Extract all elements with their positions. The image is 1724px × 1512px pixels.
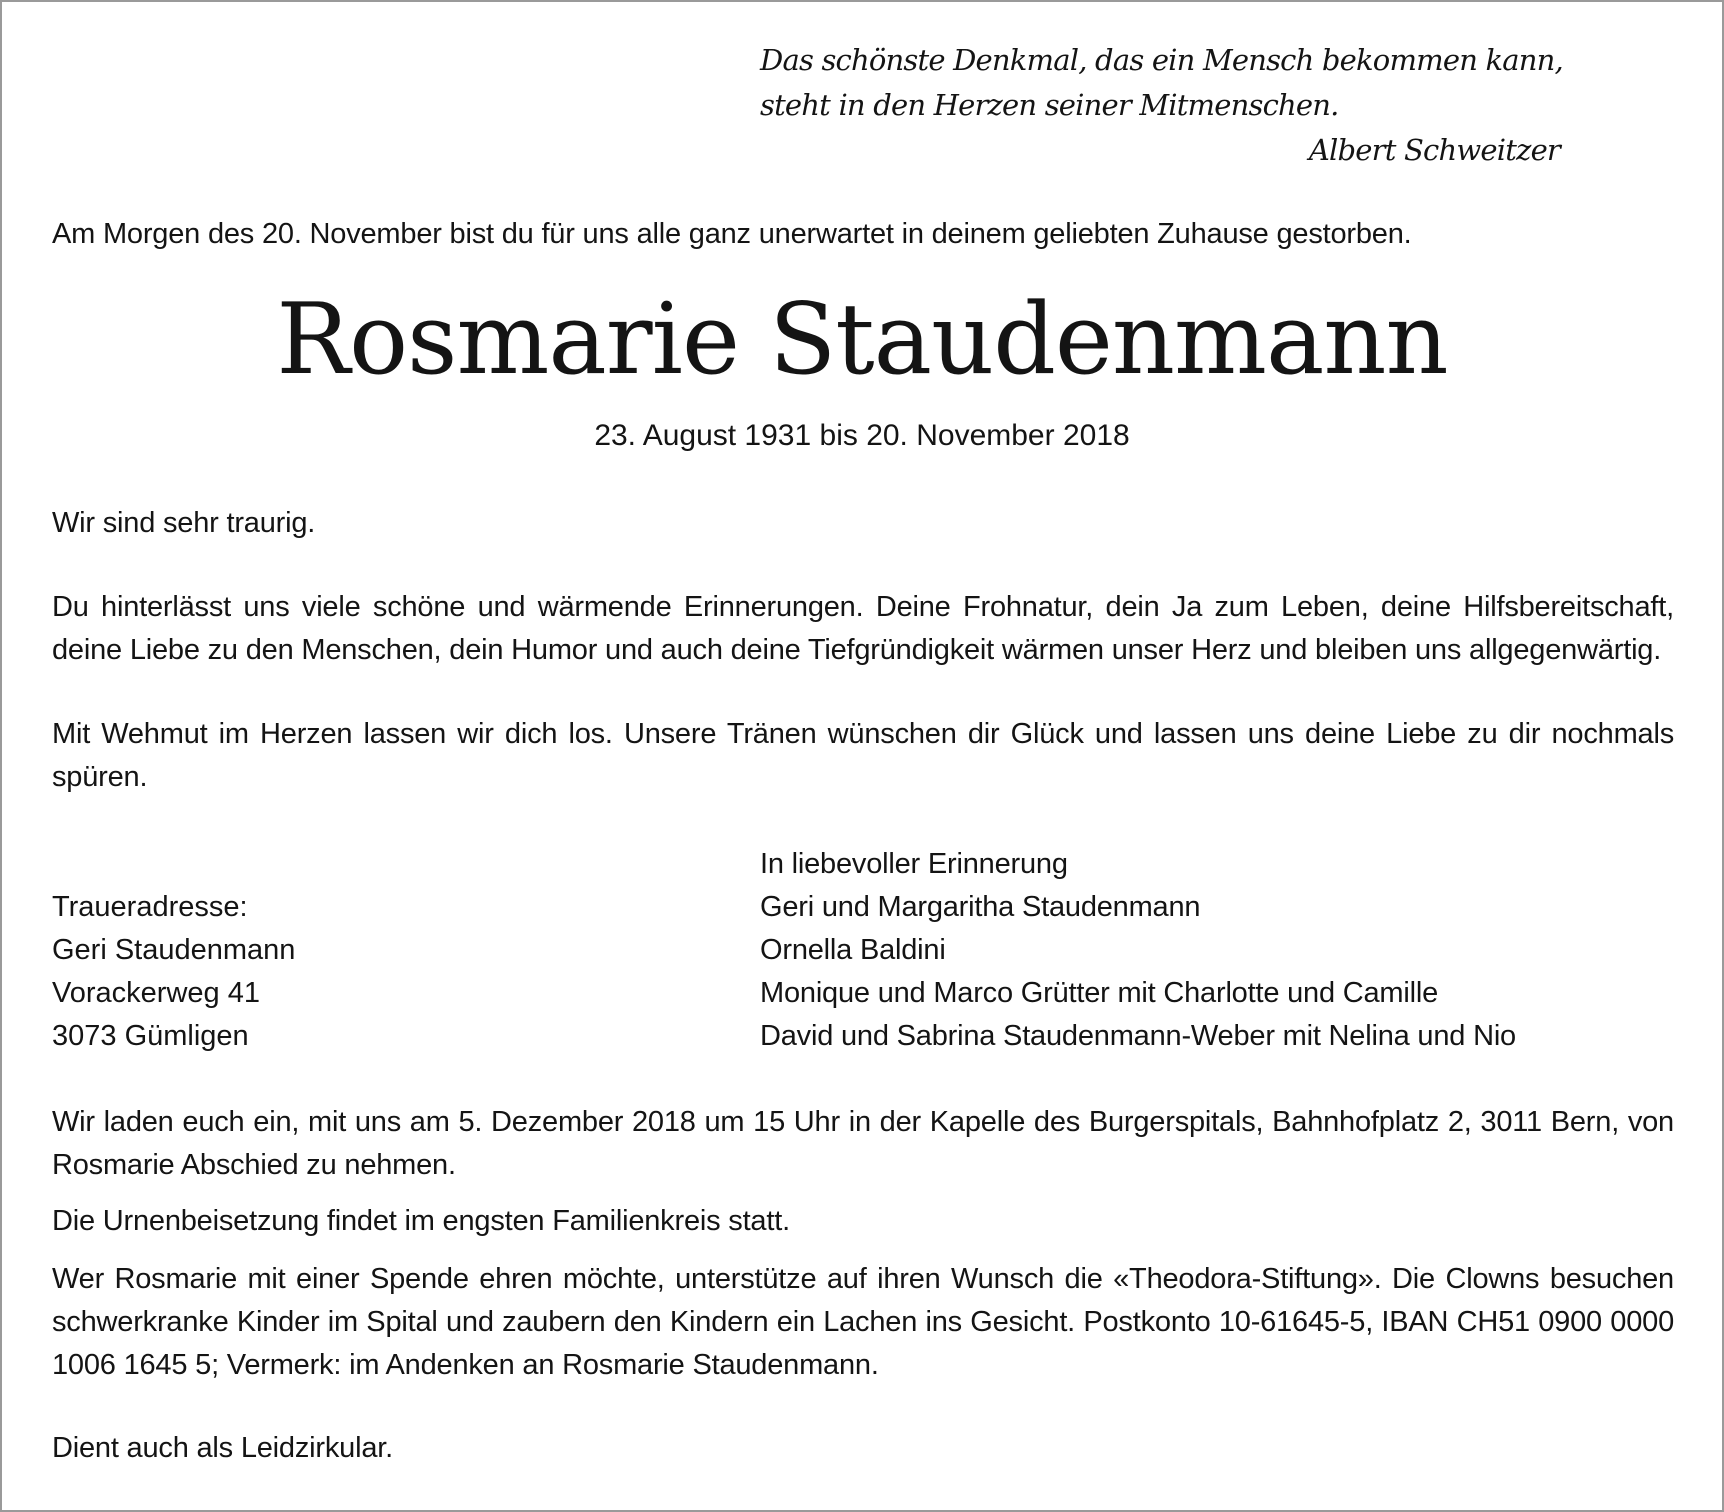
quote-line-1: Das schönste Denkmal, das ein Mensch bekommen kann, [760, 43, 1563, 77]
quote-author: Albert Schweitzer [1308, 133, 1560, 167]
mourner-name: Ornella Baldini [760, 934, 946, 966]
address-city: 3073 Gümligen [52, 1020, 249, 1052]
address-label: Traueradresse: [52, 891, 248, 923]
intro-text: Am Morgen des 20. November bist du für uns alle ganz unerwartet in deinem geliebten Zuhause gestorben. [52, 218, 1412, 250]
life-dates: 23. August 1931 bis 20. November 2018 [594, 419, 1130, 452]
deceased-name: Rosmarie Staudenmann [276, 283, 1448, 397]
wehmut-paragraph: Mit Wehmut im Herzen lassen wir dich los. Unsere Tränen wünschen dir Glück und lassen uns deine Liebe zu dir nochmals spüren. [52, 718, 1674, 793]
quote-line-2: steht in den Herzen seiner Mitmenschen. [760, 88, 1339, 122]
sad-text: Wir sind sehr traurig. [52, 507, 316, 539]
mourning-address [52, 886, 692, 1058]
memories-paragraph: Du hinterlässt uns viele schöne und wärmende Erinnerungen. Deine Frohnatur, dein Ja zum Leben, deine Hilfsbereitschaft, deine Liebe zu den Menschen, dein Humor und auch deine Tiefgründigkeit wärmen unser Herz und bleiben uns allgegenwärtig. [52, 591, 1674, 666]
address-name: Geri Staudenmann [52, 934, 296, 966]
address-street: Vorackerweg 41 [52, 977, 260, 1009]
mourner-name: Monique und Marco Grütter mit Charlotte und Camille [760, 977, 1439, 1009]
mourner-name: David und Sabrina Staudenmann-Weber mit Nelina und Nio [760, 1020, 1516, 1052]
donation-paragraph: Wer Rosmarie mit einer Spende ehren möchte, unterstütze auf ihren Wunsch die «Theodora-Stiftung». Die Clowns besuchen schwerkranke Kinder im Spital und zaubern den Kindern ein Lachen ins Gesicht. Postkonto 10-61645-5, IBAN CH51 0900 0000 1006 1645 5; Vermerk: im Andenken an Rosmarie Staudenmann. [52, 1263, 1674, 1381]
leidzirkular-note: Dient auch als Leidzirkular. [52, 1432, 393, 1464]
epigraph-quote [760, 38, 1563, 173]
mourners-list [760, 843, 1690, 1058]
invitation-paragraph: Wir laden euch ein, mit uns am 5. Dezember 2018 um 15 Uhr in der Kapelle des Burgerspitals, Bahnhofplatz 2, 3011 Bern, von Rosmarie Abschied zu nehmen. [52, 1106, 1674, 1181]
mourner-name: Geri und Margaritha Staudenmann [760, 891, 1201, 923]
urn-paragraph: Die Urnenbeisetzung findet im engsten Familienkreis statt. [52, 1205, 790, 1237]
mourners-heading: In liebevoller Erinnerung [760, 848, 1068, 880]
